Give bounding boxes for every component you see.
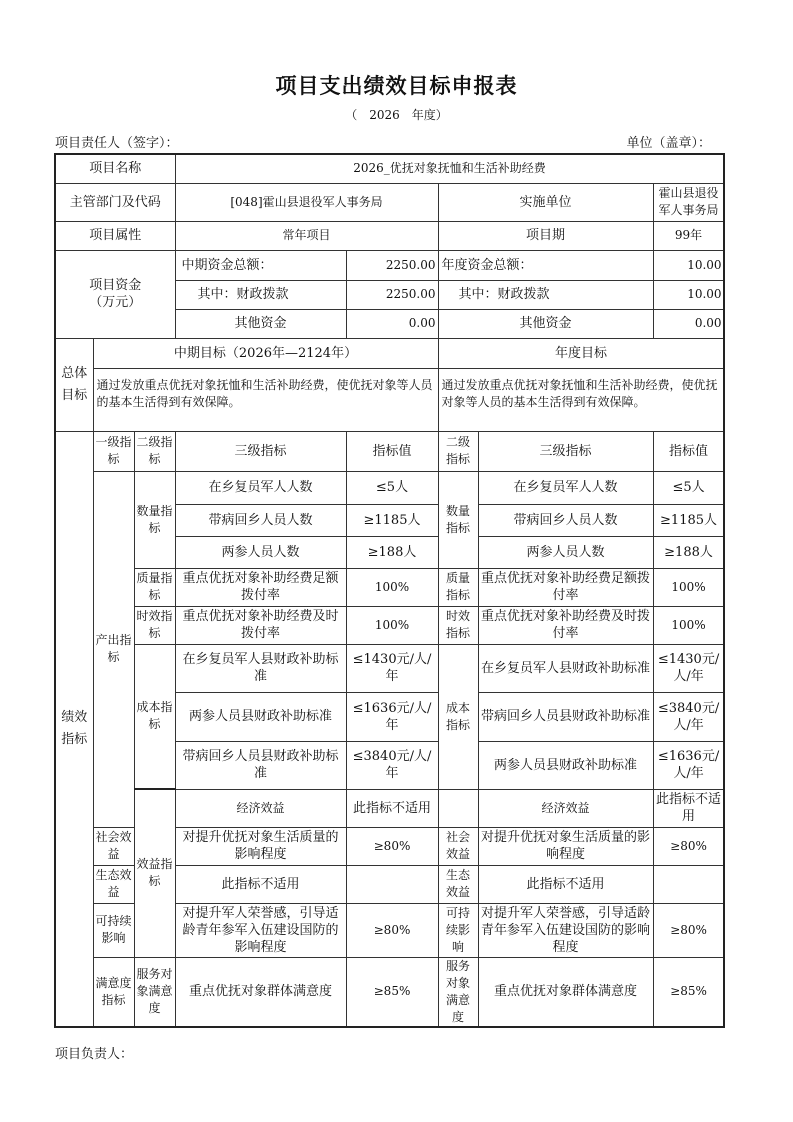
indicator-value: ≤3840元/人/年	[653, 692, 724, 741]
annual-total-value: 10.00	[653, 250, 724, 280]
indicator-name: 带病回乡人员县财政补助标准	[175, 741, 346, 789]
row-goal-headers	[55, 338, 724, 368]
indicator-name: 重点优抚对象补助经费及时拨付率	[175, 606, 346, 644]
page-title: 项目支出绩效目标申报表	[275, 74, 518, 98]
service-label-mid: 服务对象满意度	[134, 957, 175, 1027]
indicator-name: 在乡复员军人县财政补助标准	[478, 644, 653, 692]
project-name-label: 项目名称	[55, 154, 175, 183]
indicator-name: 在乡复员军人县财政补助标准	[175, 644, 346, 692]
header-level3-annual: 三级指标	[478, 431, 653, 471]
indicator-name: 此指标不适用	[175, 865, 346, 903]
service-label-annual: 服务对象满意度	[438, 957, 478, 1027]
indicator-row	[55, 789, 724, 827]
indicator-name: 重点优抚对象补助经费及时拨付率	[478, 606, 653, 644]
project-leader-label: 项目负责人：	[55, 1047, 134, 1062]
indicator-name: 带病回乡人员县财政补助标准	[478, 692, 653, 741]
quantity-label-mid: 数量指标	[134, 471, 175, 568]
row-fund-total	[55, 250, 724, 280]
mid-fiscal-label: 其中：财政拨款	[175, 280, 346, 309]
indicator-value: ≥80%	[653, 903, 724, 957]
annual-other-label: 其他资金	[438, 309, 653, 338]
indicator-value: ≤1636元/人/年	[653, 741, 724, 789]
indicator-name: 两参人员县财政补助标准	[175, 692, 346, 741]
indicator-row	[55, 957, 724, 1027]
indicator-name: 对提升优抚对象生活质量的影响程度	[478, 827, 653, 865]
indicator-value: ≤3840元/人/年	[346, 741, 438, 789]
indicator-value: ≤1636元/人/年	[346, 692, 438, 741]
project-attribute-value: 常年项目	[175, 221, 438, 250]
funds-label-line1: 项目资金	[89, 278, 142, 293]
indicator-value: 100%	[653, 568, 724, 606]
quality-label-annual: 质量指标	[438, 568, 478, 606]
mid-fiscal-value: 2250.00	[346, 280, 438, 309]
economic-label-annual: 经济效益	[478, 789, 653, 827]
mid-other-label: 其他资金	[175, 309, 346, 338]
header-level2-mid: 二级指标	[134, 431, 175, 471]
annual-goal-header: 年度目标	[438, 338, 724, 368]
eco-label-mid: 生态效益	[93, 865, 134, 903]
indicator-name: 重点优抚对象补助经费足额拨付率	[478, 568, 653, 606]
satisfaction-indicator-label: 满意度指标	[93, 957, 134, 1027]
indicator-row	[55, 471, 724, 504]
indicator-name: 在乡复员军人人数	[175, 471, 346, 504]
indicator-name: 两参人员县财政补助标准	[478, 741, 653, 789]
project-name-value: 2026_优抚对象抚恤和生活补助经费	[175, 154, 724, 183]
indicator-row	[55, 568, 724, 606]
mid-total-value: 2250.00	[346, 250, 438, 280]
mid-other-value: 0.00	[346, 309, 438, 338]
unit-seal-label: 单位（盖章）：	[626, 136, 711, 151]
annual-total-label: 年度资金总额：	[438, 250, 653, 280]
indicator-name: 此指标不适用	[478, 865, 653, 903]
indicator-name: 在乡复员军人人数	[478, 471, 653, 504]
indicator-name: 带病回乡人员人数	[478, 504, 653, 536]
output-indicator-label: 产出指标	[93, 471, 134, 827]
cost-label-mid: 成本指标	[134, 644, 175, 789]
indicator-name: 两参人员人数	[478, 536, 653, 568]
economic-label-mid: 经济效益	[175, 789, 346, 827]
quantity-label-annual: 数量指标	[438, 471, 478, 568]
responsible-signature-label: 项目责任人（签字）：	[55, 136, 179, 151]
indicator-name: 重点优抚对象群体满意度	[478, 957, 653, 1027]
sustain-label-annual: 可持续影响	[438, 903, 478, 957]
annual-other-value: 0.00	[653, 309, 724, 338]
indicator-value: ≥188人	[653, 536, 724, 568]
overall-goal-label: 总体目标	[55, 338, 93, 431]
project-period-label: 项目期	[438, 221, 653, 250]
social-label-annual: 社会效益	[438, 827, 478, 865]
indicator-value: ≥1185人	[346, 504, 438, 536]
row-attribute	[55, 221, 724, 250]
row-project-name	[55, 154, 724, 183]
benefit-indicator-label: 效益指标	[134, 789, 175, 957]
indicator-name: 重点优抚对象群体满意度	[175, 957, 346, 1027]
header-level1: 一级指标	[93, 431, 134, 471]
header-value-mid: 指标值	[346, 431, 438, 471]
funds-label-line2: （万元）	[89, 295, 142, 310]
indicator-value: ≥188人	[346, 536, 438, 568]
department-value: [048]霍山县退役军人事务局	[175, 183, 438, 221]
mid-total-label: 中期资金总额：	[175, 250, 346, 280]
header-value-annual: 指标值	[653, 431, 724, 471]
performance-indicator-label: 绩效指标	[55, 431, 93, 1027]
timeliness-label-annual: 时效指标	[438, 606, 478, 644]
indicator-name: 此指标不适用	[653, 789, 724, 827]
sustain-label-mid: 可持续影响	[93, 903, 134, 957]
header-level2-annual: 二级指标	[438, 431, 478, 471]
indicator-name: 此指标不适用	[346, 789, 438, 827]
indicator-row	[55, 644, 724, 692]
cost-label-annual: 成本指标	[438, 644, 478, 789]
department-label: 主管部门及代码	[55, 183, 175, 221]
report-year: （ 2026 年度）	[345, 108, 448, 122]
eco-label-annual: 生态效益	[438, 865, 478, 903]
indicator-name: 对提升军人荣誉感，引导适龄青年参军入伍建设国防的影响程度	[175, 903, 346, 957]
indicator-row	[55, 606, 724, 644]
indicator-name: 对提升优抚对象生活质量的影响程度	[175, 827, 346, 865]
indicator-value: 100%	[653, 606, 724, 644]
mid-goal-header: 中期目标（2026年—2124年）	[93, 338, 438, 368]
indicator-value: ≥80%	[653, 827, 724, 865]
indicator-value: ≥1185人	[653, 504, 724, 536]
indicator-value: ≥85%	[653, 957, 724, 1027]
project-funds-label	[55, 250, 175, 338]
performance-target-table	[54, 153, 725, 1028]
mid-goal-text: 通过发放重点优抚对象抚恤和生活补助经费，使优抚对象等人员的基本生活得到有效保障。	[93, 368, 438, 431]
row-indicator-headers	[55, 431, 724, 471]
indicator-value: ≤5人	[653, 471, 724, 504]
indicator-value: ≤1430元/人/年	[346, 644, 438, 692]
implementing-unit-value: 霍山县退役军人事务局	[653, 183, 724, 221]
indicator-name: 两参人员人数	[175, 536, 346, 568]
indicator-value: 100%	[346, 606, 438, 644]
indicator-value: 100%	[346, 568, 438, 606]
indicator-value	[653, 865, 724, 903]
indicator-value: ≥85%	[346, 957, 438, 1027]
quality-label-mid: 质量指标	[134, 568, 175, 606]
header-level3-mid: 三级指标	[175, 431, 346, 471]
project-period-value: 99年	[653, 221, 724, 250]
social-label-mid: 社会效益	[93, 827, 134, 865]
row-goal-text	[55, 368, 724, 431]
annual-fiscal-label: 其中：财政拨款	[438, 280, 653, 309]
indicator-value: ≤1430元/人/年	[653, 644, 724, 692]
annual-goal-text: 通过发放重点优抚对象抚恤和生活补助经费，使优抚对象等人员的基本生活得到有效保障。	[438, 368, 724, 431]
row-department	[55, 183, 724, 221]
implementing-unit-label: 实施单位	[438, 183, 653, 221]
indicator-name: 对提升军人荣誉感，引导适龄青年参军入伍建设国防的影响程度	[478, 903, 653, 957]
indicator-value: ≥80%	[346, 827, 438, 865]
indicator-value: ≥80%	[346, 903, 438, 957]
indicator-name: 带病回乡人员人数	[175, 504, 346, 536]
timeliness-label-mid: 时效指标	[134, 606, 175, 644]
indicator-value: ≤5人	[346, 471, 438, 504]
annual-fiscal-value: 10.00	[653, 280, 724, 309]
project-attribute-label: 项目属性	[55, 221, 175, 250]
indicator-value	[346, 865, 438, 903]
indicator-value	[438, 789, 478, 827]
indicator-name: 重点优抚对象补助经费足额拨付率	[175, 568, 346, 606]
